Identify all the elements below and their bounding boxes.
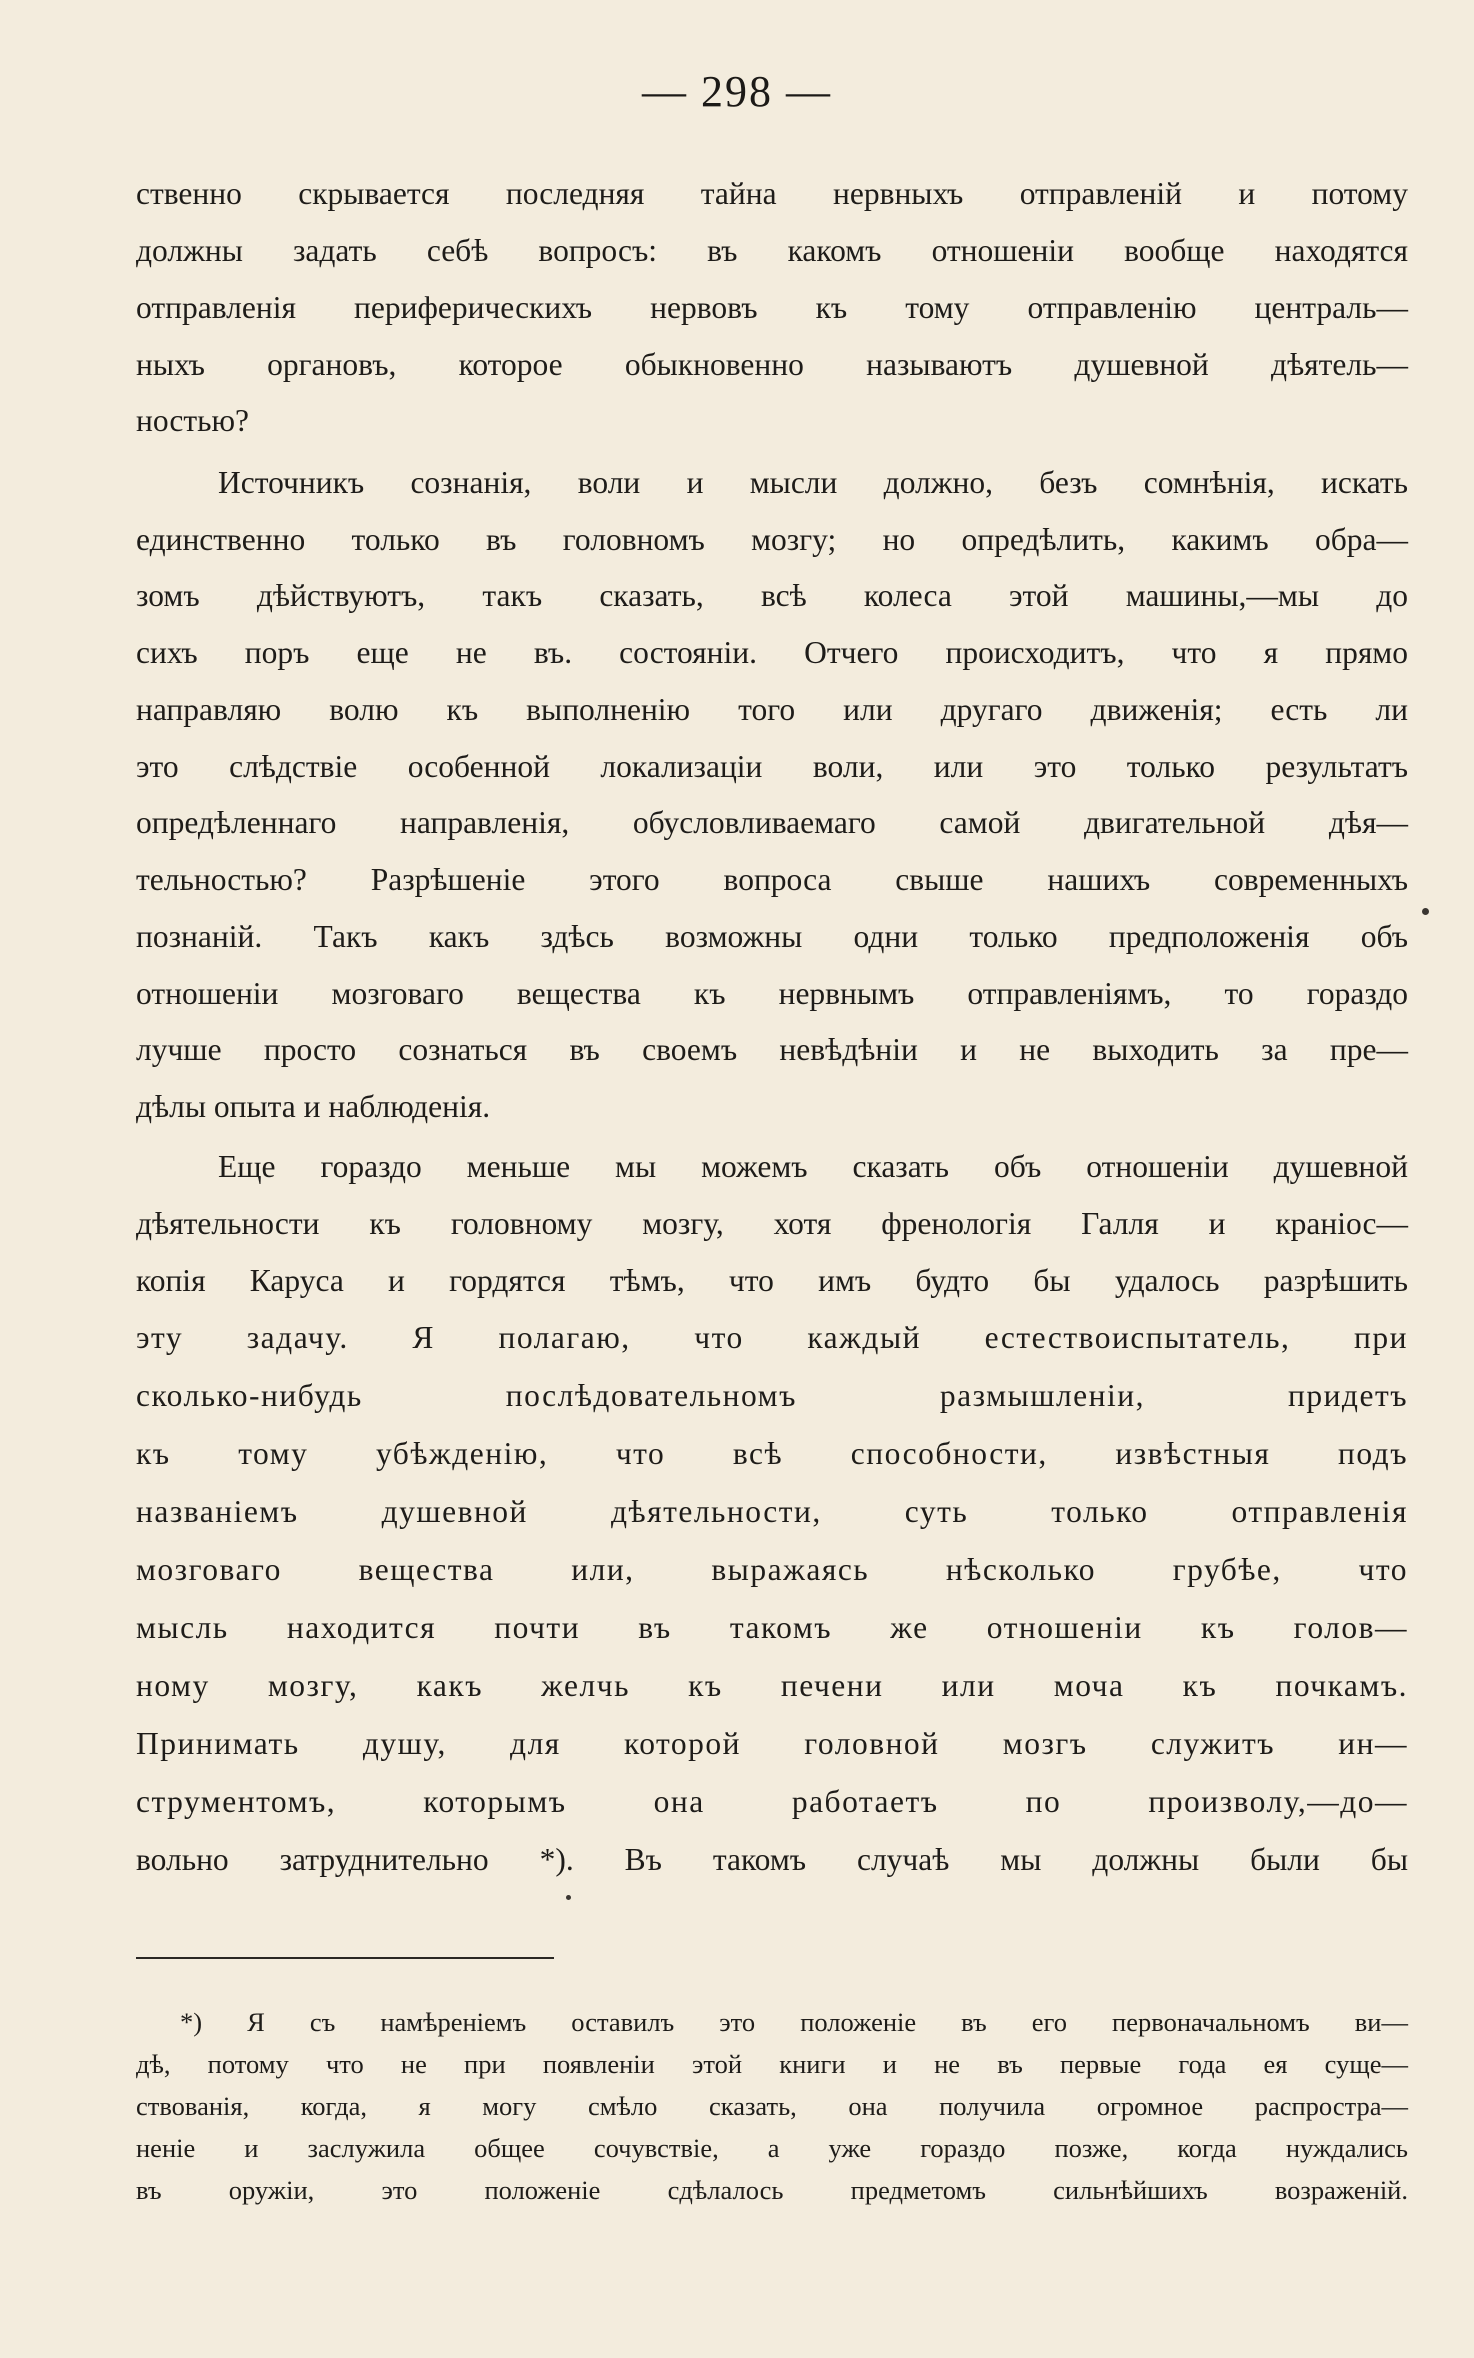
text-line: опредѣленнаго направленія, обусловливаемаго самой двигательной дѣя—: [136, 805, 1408, 840]
text-line: отправленія периферическихъ нервовъ къ тому отправленію централь—: [136, 290, 1408, 325]
footnote-line: въ оружіи, это положеніе сдѣлалось предметомъ сильнѣйшихъ возраженій.: [136, 2175, 1408, 2205]
text-line: эту задачу. Я полагаю, что каждый естествоиспытатель, при: [136, 1320, 1408, 1355]
text-line: ныхъ органовъ, которое обыкновенно называютъ душевной дѣятель—: [136, 347, 1408, 382]
text-line: познаній. Такъ какъ здѣсь возможны одни только предположенія объ: [136, 919, 1408, 954]
text-line: сихъ поръ еще не въ. состояніи. Отчего происходитъ, что я прямо: [136, 635, 1408, 670]
text-line: вольно затруднительно *). Въ такомъ случаѣ мы должны были бы: [136, 1842, 1408, 1877]
text-line: Источникъ сознанія, воли и мысли должно, безъ сомнѣнія, искать: [218, 465, 1408, 500]
text-line: Еще гораздо меньше мы можемъ сказать объ отношеніи душевной: [218, 1149, 1408, 1184]
text-line: ностью?: [136, 403, 250, 438]
text-line: Принимать душу, для которой головной мозгъ служитъ ин—: [136, 1726, 1408, 1761]
text-line: струментомъ, которымъ она работаетъ по произволу,—до—: [136, 1784, 1408, 1819]
text-line: должны задать себѣ вопросъ: въ какомъ отношеніи вообще находятся: [136, 233, 1408, 268]
text-line: ственно скрывается последняя тайна нервныхъ отправленій и потому: [136, 176, 1408, 211]
footnote-line: неніе и заслужила общее сочувствіе, а уже гораздо позже, когда нуждались: [136, 2133, 1408, 2163]
text-line: дѣятельности къ головному мозгу, хотя френологія Галля и краніос—: [136, 1206, 1408, 1241]
text-line: зомъ дѣйствуютъ, такъ сказать, всѣ колеса этой машины,—мы до: [136, 578, 1408, 613]
footnote-rule: [136, 1957, 554, 1959]
page-number: — 298 —: [642, 67, 832, 116]
footnote-line: ствованія, когда, я могу смѣло сказать, она получила огромное распростра—: [136, 2091, 1408, 2121]
text-line: мысль находится почти въ такомъ же отношеніи къ голов—: [136, 1610, 1408, 1645]
text-line: отношеніи мозговаго вещества къ нервнымъ отправленіямъ, то гораздо: [136, 976, 1408, 1011]
text-line: дѣлы опыта и наблюденія.: [136, 1089, 491, 1124]
text-line: тельностью? Разрѣшеніе этого вопроса свыше нашихъ современныхъ: [136, 862, 1408, 897]
text-line: направляю волю къ выполненію того или другаго движенія; есть ли: [136, 692, 1408, 727]
text-line: къ тому убѣжденію, что всѣ способности, извѣстныя подъ: [136, 1436, 1408, 1471]
footnote-line: дѣ, потому что не при появленіи этой книги и не въ первые года ея суще—: [136, 2049, 1408, 2079]
ink-speck: [1422, 908, 1429, 915]
text-line: копія Каруса и гордятся тѣмъ, что имъ будто бы удалось разрѣшить: [136, 1263, 1408, 1298]
text-line: сколько-нибудь послѣдовательномъ размышленіи, придетъ: [136, 1378, 1408, 1413]
footnote-line: *) Я съ намѣреніемъ оставилъ это положеніе въ его первоначальномъ ви—: [180, 2007, 1408, 2037]
text-line: ному мозгу, какъ желчь къ печени или моча къ почкамъ.: [136, 1668, 1408, 1703]
text-line: единственно только въ головномъ мозгу; но опредѣлить, какимъ обра—: [136, 522, 1408, 557]
text-line: мозговаго вещества или, выражаясь нѣсколько грубѣе, что: [136, 1552, 1408, 1587]
ink-speck: [566, 1895, 571, 1900]
text-line: лучше просто сознаться въ своемъ невѣдѣніи и не выходить за пре—: [136, 1032, 1408, 1067]
text-line: названіемъ душевной дѣятельности, суть только отправленія: [136, 1494, 1408, 1529]
text-line: это слѣдствіе особенной локализаціи воли, или это только результатъ: [136, 749, 1408, 784]
